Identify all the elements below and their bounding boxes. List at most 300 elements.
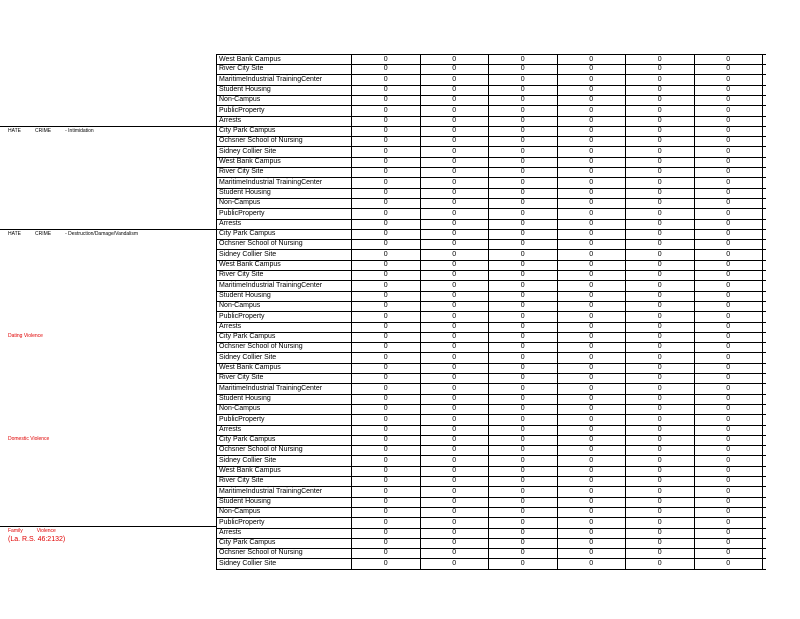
count-cell: 0 (695, 85, 764, 95)
count-cell: 0 (626, 487, 695, 497)
count-cell: 0 (695, 136, 764, 146)
count-cell: 0 (421, 75, 490, 85)
count-cell: 0 (489, 229, 558, 239)
location-cell: Sidney Collier Site (216, 559, 352, 569)
count-cell: 0 (421, 538, 490, 548)
count-cell: 0 (695, 75, 764, 85)
count-cell: 0 (421, 95, 490, 105)
count-cell: 0 (421, 548, 490, 558)
count-cell: 0 (626, 507, 695, 517)
count-cell: 0 (695, 157, 764, 167)
count-cell: 0 (421, 219, 490, 229)
count-cell: 0 (489, 353, 558, 363)
count-cell: 0 (489, 559, 558, 569)
count-cell: 0 (489, 55, 558, 64)
count-cell: 0 (558, 497, 627, 507)
count-cell: 0 (626, 291, 695, 301)
count-cell: 0 (558, 260, 627, 270)
count-cell: 0 (558, 147, 627, 157)
count-cell: 0 (558, 394, 627, 404)
count-cell: 0 (352, 425, 421, 435)
count-cell: 0 (626, 106, 695, 116)
count-cell: 0 (421, 209, 490, 219)
count-cell: 0 (558, 559, 627, 569)
location-cell: PublicProperty (216, 518, 352, 528)
count-cell: 0 (558, 342, 627, 352)
category-label-dating: Dating Violence (8, 333, 43, 339)
count-cell: 0 (626, 167, 695, 177)
count-cell: 0 (558, 415, 627, 425)
count-cell: 0 (421, 106, 490, 116)
location-cell: West Bank Campus (216, 466, 352, 476)
location-cell: Non-Campus (216, 301, 352, 311)
count-cell: 0 (558, 518, 627, 528)
count-cell: 0 (352, 270, 421, 280)
count-cell: 0 (558, 507, 627, 517)
count-cell: 0 (352, 116, 421, 126)
count-cell: 0 (489, 322, 558, 332)
count-cell: 0 (695, 538, 764, 548)
count-cell: 0 (626, 445, 695, 455)
count-cell: 0 (421, 167, 490, 177)
location-cell: Student Housing (216, 291, 352, 301)
count-cell: 0 (489, 126, 558, 136)
count-cell: 0 (352, 95, 421, 105)
count-cell: 0 (489, 64, 558, 74)
count-cell: 0 (695, 229, 764, 239)
count-cell: 0 (695, 342, 764, 352)
count-cell: 0 (489, 435, 558, 445)
location-cell: Non-Campus (216, 404, 352, 414)
count-cell: 0 (352, 85, 421, 95)
count-cell: 0 (421, 342, 490, 352)
location-cell: Student Housing (216, 497, 352, 507)
count-cell: 0 (352, 353, 421, 363)
count-cell: 0 (421, 85, 490, 95)
count-cell: 0 (558, 312, 627, 322)
count-cell: 0 (558, 332, 627, 342)
count-cell: 0 (489, 85, 558, 95)
count-cell: 0 (489, 312, 558, 322)
count-cell: 0 (489, 75, 558, 85)
count-cell: 0 (626, 188, 695, 198)
count-cell: 0 (626, 116, 695, 126)
count-cell: 0 (352, 260, 421, 270)
location-cell: River City Site (216, 476, 352, 486)
count-cell: 0 (558, 435, 627, 445)
count-cell: 0 (695, 497, 764, 507)
count-cell: 0 (352, 476, 421, 486)
count-cell: 0 (626, 239, 695, 249)
count-cell: 0 (558, 219, 627, 229)
count-cell: 0 (352, 250, 421, 260)
count-cell: 0 (352, 507, 421, 517)
count-cell: 0 (489, 147, 558, 157)
count-cell: 0 (695, 518, 764, 528)
count-cell: 0 (421, 198, 490, 208)
location-cell: Ochsner School of Nursing (216, 548, 352, 558)
count-cell: 0 (489, 363, 558, 373)
location-cell: City Park Campus (216, 332, 352, 342)
count-cell: 0 (695, 106, 764, 116)
count-cell: 0 (352, 559, 421, 569)
count-cell: 0 (695, 95, 764, 105)
location-cell: Arrests (216, 322, 352, 332)
count-cell: 0 (352, 363, 421, 373)
count-cell: 0 (558, 95, 627, 105)
count-cell: 0 (489, 538, 558, 548)
count-cell: 0 (421, 373, 490, 383)
count-cell: 0 (695, 147, 764, 157)
count-cell: 0 (489, 497, 558, 507)
count-cell: 0 (489, 476, 558, 486)
count-cell: 0 (626, 342, 695, 352)
count-cell: 0 (558, 538, 627, 548)
count-cell: 0 (489, 404, 558, 414)
location-cell: Arrests (216, 219, 352, 229)
location-cell: PublicProperty (216, 106, 352, 116)
table-row (216, 559, 766, 570)
count-cell: 0 (421, 425, 490, 435)
location-cell: River City Site (216, 64, 352, 74)
count-cell: 0 (558, 239, 627, 249)
count-cell: 0 (626, 147, 695, 157)
location-cell: PublicProperty (216, 312, 352, 322)
count-cell: 0 (626, 301, 695, 311)
count-cell: 0 (489, 209, 558, 219)
count-cell: 0 (695, 281, 764, 291)
count-cell: 0 (626, 157, 695, 167)
location-cell: Arrests (216, 528, 352, 538)
count-cell: 0 (489, 281, 558, 291)
count-cell: 0 (421, 260, 490, 270)
count-cell: 0 (695, 116, 764, 126)
count-cell: 0 (421, 456, 490, 466)
count-cell: 0 (421, 466, 490, 476)
count-cell: 0 (695, 384, 764, 394)
count-cell: 0 (695, 332, 764, 342)
count-cell: 0 (626, 528, 695, 538)
count-cell: 0 (489, 116, 558, 126)
category-label-intimidation: HATE CRIME - Intimidation (8, 128, 94, 134)
count-cell: 0 (626, 260, 695, 270)
count-cell: 0 (695, 528, 764, 538)
count-cell: 0 (626, 363, 695, 373)
count-cell: 0 (695, 476, 764, 486)
count-cell: 0 (421, 404, 490, 414)
count-cell: 0 (695, 466, 764, 476)
count-cell: 0 (626, 75, 695, 85)
count-cell: 0 (421, 415, 490, 425)
count-cell: 0 (626, 126, 695, 136)
location-cell: MaritimeIndustrial TrainingCenter (216, 75, 352, 85)
count-cell: 0 (352, 106, 421, 116)
count-cell: 0 (695, 425, 764, 435)
count-cell: 0 (558, 384, 627, 394)
category-separator (0, 229, 216, 230)
location-cell: Arrests (216, 116, 352, 126)
count-cell: 0 (352, 239, 421, 249)
count-cell: 0 (421, 363, 490, 373)
count-cell: 0 (489, 507, 558, 517)
count-cell: 0 (558, 167, 627, 177)
count-cell: 0 (489, 456, 558, 466)
location-cell: West Bank Campus (216, 363, 352, 373)
location-cell: West Bank Campus (216, 157, 352, 167)
count-cell: 0 (626, 548, 695, 558)
count-cell: 0 (352, 497, 421, 507)
count-cell: 0 (626, 415, 695, 425)
count-cell: 0 (489, 394, 558, 404)
count-cell: 0 (558, 55, 627, 64)
count-cell: 0 (558, 198, 627, 208)
count-cell: 0 (626, 373, 695, 383)
count-cell: 0 (352, 55, 421, 64)
location-cell: Ochsner School of Nursing (216, 136, 352, 146)
count-cell: 0 (558, 64, 627, 74)
count-cell: 0 (421, 394, 490, 404)
count-cell: 0 (421, 528, 490, 538)
count-cell: 0 (558, 270, 627, 280)
location-cell: Sidney Collier Site (216, 147, 352, 157)
count-cell: 0 (695, 415, 764, 425)
count-cell: 0 (626, 497, 695, 507)
count-cell: 0 (695, 260, 764, 270)
count-cell: 0 (421, 291, 490, 301)
count-cell: 0 (695, 435, 764, 445)
count-cell: 0 (489, 250, 558, 260)
count-cell: 0 (421, 126, 490, 136)
category-label-destruction: HATE CRIME - Destruction/Damage/Vandalism (8, 231, 139, 237)
count-cell: 0 (489, 157, 558, 167)
count-cell: 0 (352, 64, 421, 74)
count-cell: 0 (489, 384, 558, 394)
count-cell: 0 (352, 229, 421, 239)
count-cell: 0 (489, 178, 558, 188)
count-cell: 0 (489, 487, 558, 497)
count-cell: 0 (421, 312, 490, 322)
count-cell: 0 (558, 548, 627, 558)
count-cell: 0 (352, 167, 421, 177)
count-cell: 0 (489, 301, 558, 311)
count-cell: 0 (626, 538, 695, 548)
count-cell: 0 (558, 363, 627, 373)
count-cell: 0 (421, 301, 490, 311)
location-cell: Ochsner School of Nursing (216, 445, 352, 455)
location-cell: Ochsner School of Nursing (216, 342, 352, 352)
count-cell: 0 (558, 106, 627, 116)
count-cell: 0 (626, 219, 695, 229)
location-cell: City Park Campus (216, 435, 352, 445)
location-cell: PublicProperty (216, 209, 352, 219)
count-cell: 0 (489, 332, 558, 342)
count-cell: 0 (352, 466, 421, 476)
location-cell: PublicProperty (216, 415, 352, 425)
count-cell: 0 (695, 270, 764, 280)
count-cell: 0 (352, 456, 421, 466)
count-cell: 0 (489, 260, 558, 270)
count-cell: 0 (352, 394, 421, 404)
count-cell: 0 (558, 209, 627, 219)
count-cell: 0 (558, 528, 627, 538)
count-cell: 0 (489, 415, 558, 425)
location-cell: City Park Campus (216, 538, 352, 548)
count-cell: 0 (695, 363, 764, 373)
count-cell: 0 (558, 291, 627, 301)
location-cell: River City Site (216, 373, 352, 383)
count-cell: 0 (626, 332, 695, 342)
category-separator (0, 526, 216, 527)
count-cell: 0 (626, 312, 695, 322)
count-cell: 0 (421, 116, 490, 126)
count-cell: 0 (421, 250, 490, 260)
count-cell: 0 (489, 106, 558, 116)
location-cell: MaritimeIndustrial TrainingCenter (216, 178, 352, 188)
count-cell: 0 (352, 157, 421, 167)
location-cell: Arrests (216, 425, 352, 435)
count-cell: 0 (558, 476, 627, 486)
count-cell: 0 (558, 229, 627, 239)
count-cell: 0 (558, 425, 627, 435)
count-cell: 0 (421, 229, 490, 239)
count-cell: 0 (626, 136, 695, 146)
count-cell: 0 (352, 404, 421, 414)
count-cell: 0 (489, 239, 558, 249)
count-cell: 0 (421, 281, 490, 291)
count-cell: 0 (626, 229, 695, 239)
category-separator (0, 126, 216, 127)
location-cell: West Bank Campus (216, 260, 352, 270)
count-cell: 0 (352, 548, 421, 558)
count-cell: 0 (558, 373, 627, 383)
count-cell: 0 (421, 476, 490, 486)
count-cell: 0 (558, 85, 627, 95)
count-cell: 0 (695, 322, 764, 332)
location-cell: West Bank Campus (216, 55, 352, 64)
count-cell: 0 (352, 198, 421, 208)
count-cell: 0 (626, 466, 695, 476)
count-cell: 0 (489, 548, 558, 558)
category-label-domestic: Domestic Violence (8, 436, 50, 442)
count-cell: 0 (558, 75, 627, 85)
count-cell: 0 (695, 178, 764, 188)
category-label-family: Family Violence (8, 528, 56, 534)
count-cell: 0 (558, 466, 627, 476)
count-cell: 0 (558, 322, 627, 332)
count-cell: 0 (421, 55, 490, 64)
location-cell: MaritimeIndustrial TrainingCenter (216, 384, 352, 394)
location-cell: MaritimeIndustrial TrainingCenter (216, 281, 352, 291)
count-cell: 0 (695, 404, 764, 414)
count-cell: 0 (558, 116, 627, 126)
count-cell: 0 (695, 291, 764, 301)
count-cell: 0 (421, 332, 490, 342)
count-cell: 0 (626, 404, 695, 414)
count-cell: 0 (695, 55, 764, 64)
location-cell: MaritimeIndustrial TrainingCenter (216, 487, 352, 497)
count-cell: 0 (558, 445, 627, 455)
count-cell: 0 (626, 64, 695, 74)
location-cell: City Park Campus (216, 229, 352, 239)
count-cell: 0 (695, 548, 764, 558)
count-cell: 0 (421, 435, 490, 445)
location-cell: Sidney Collier Site (216, 353, 352, 363)
count-cell: 0 (626, 425, 695, 435)
count-cell: 0 (695, 250, 764, 260)
count-cell: 0 (489, 95, 558, 105)
count-cell: 0 (489, 167, 558, 177)
count-cell: 0 (695, 209, 764, 219)
location-cell: River City Site (216, 167, 352, 177)
count-cell: 0 (626, 476, 695, 486)
count-cell: 0 (695, 394, 764, 404)
count-cell: 0 (558, 281, 627, 291)
count-cell: 0 (489, 188, 558, 198)
location-cell: Student Housing (216, 394, 352, 404)
location-cell: Student Housing (216, 188, 352, 198)
count-cell: 0 (695, 445, 764, 455)
count-cell: 0 (352, 147, 421, 157)
count-cell: 0 (352, 518, 421, 528)
count-cell: 0 (626, 559, 695, 569)
location-cell: Non-Campus (216, 95, 352, 105)
count-cell: 0 (558, 353, 627, 363)
location-cell: Ochsner School of Nursing (216, 239, 352, 249)
count-cell: 0 (626, 435, 695, 445)
count-cell: 0 (695, 126, 764, 136)
location-cell: Non-Campus (216, 198, 352, 208)
count-cell: 0 (352, 332, 421, 342)
location-cell: Sidney Collier Site (216, 250, 352, 260)
count-cell: 0 (626, 250, 695, 260)
count-cell: 0 (626, 178, 695, 188)
count-cell: 0 (626, 85, 695, 95)
count-cell: 0 (421, 487, 490, 497)
legal-citation: (La. R.S. 46:2132) (8, 536, 66, 543)
count-cell: 0 (489, 291, 558, 301)
count-cell: 0 (352, 415, 421, 425)
count-cell: 0 (421, 270, 490, 280)
count-cell: 0 (695, 312, 764, 322)
location-cell: River City Site (216, 270, 352, 280)
count-cell: 0 (626, 95, 695, 105)
count-cell: 0 (558, 178, 627, 188)
count-cell: 0 (421, 188, 490, 198)
count-cell: 0 (352, 528, 421, 538)
count-cell: 0 (558, 126, 627, 136)
count-cell: 0 (626, 198, 695, 208)
count-cell: 0 (695, 219, 764, 229)
count-cell: 0 (626, 55, 695, 64)
count-cell: 0 (558, 188, 627, 198)
count-cell: 0 (695, 373, 764, 383)
count-cell: 0 (352, 322, 421, 332)
count-cell: 0 (626, 353, 695, 363)
count-cell: 0 (352, 342, 421, 352)
count-cell: 0 (421, 322, 490, 332)
count-cell: 0 (489, 445, 558, 455)
count-cell: 0 (695, 188, 764, 198)
location-cell: City Park Campus (216, 126, 352, 136)
count-cell: 0 (558, 404, 627, 414)
count-cell: 0 (626, 322, 695, 332)
count-cell: 0 (352, 435, 421, 445)
count-cell: 0 (421, 136, 490, 146)
count-cell: 0 (352, 281, 421, 291)
count-cell: 0 (352, 209, 421, 219)
location-cell: Sidney Collier Site (216, 456, 352, 466)
count-cell: 0 (558, 136, 627, 146)
